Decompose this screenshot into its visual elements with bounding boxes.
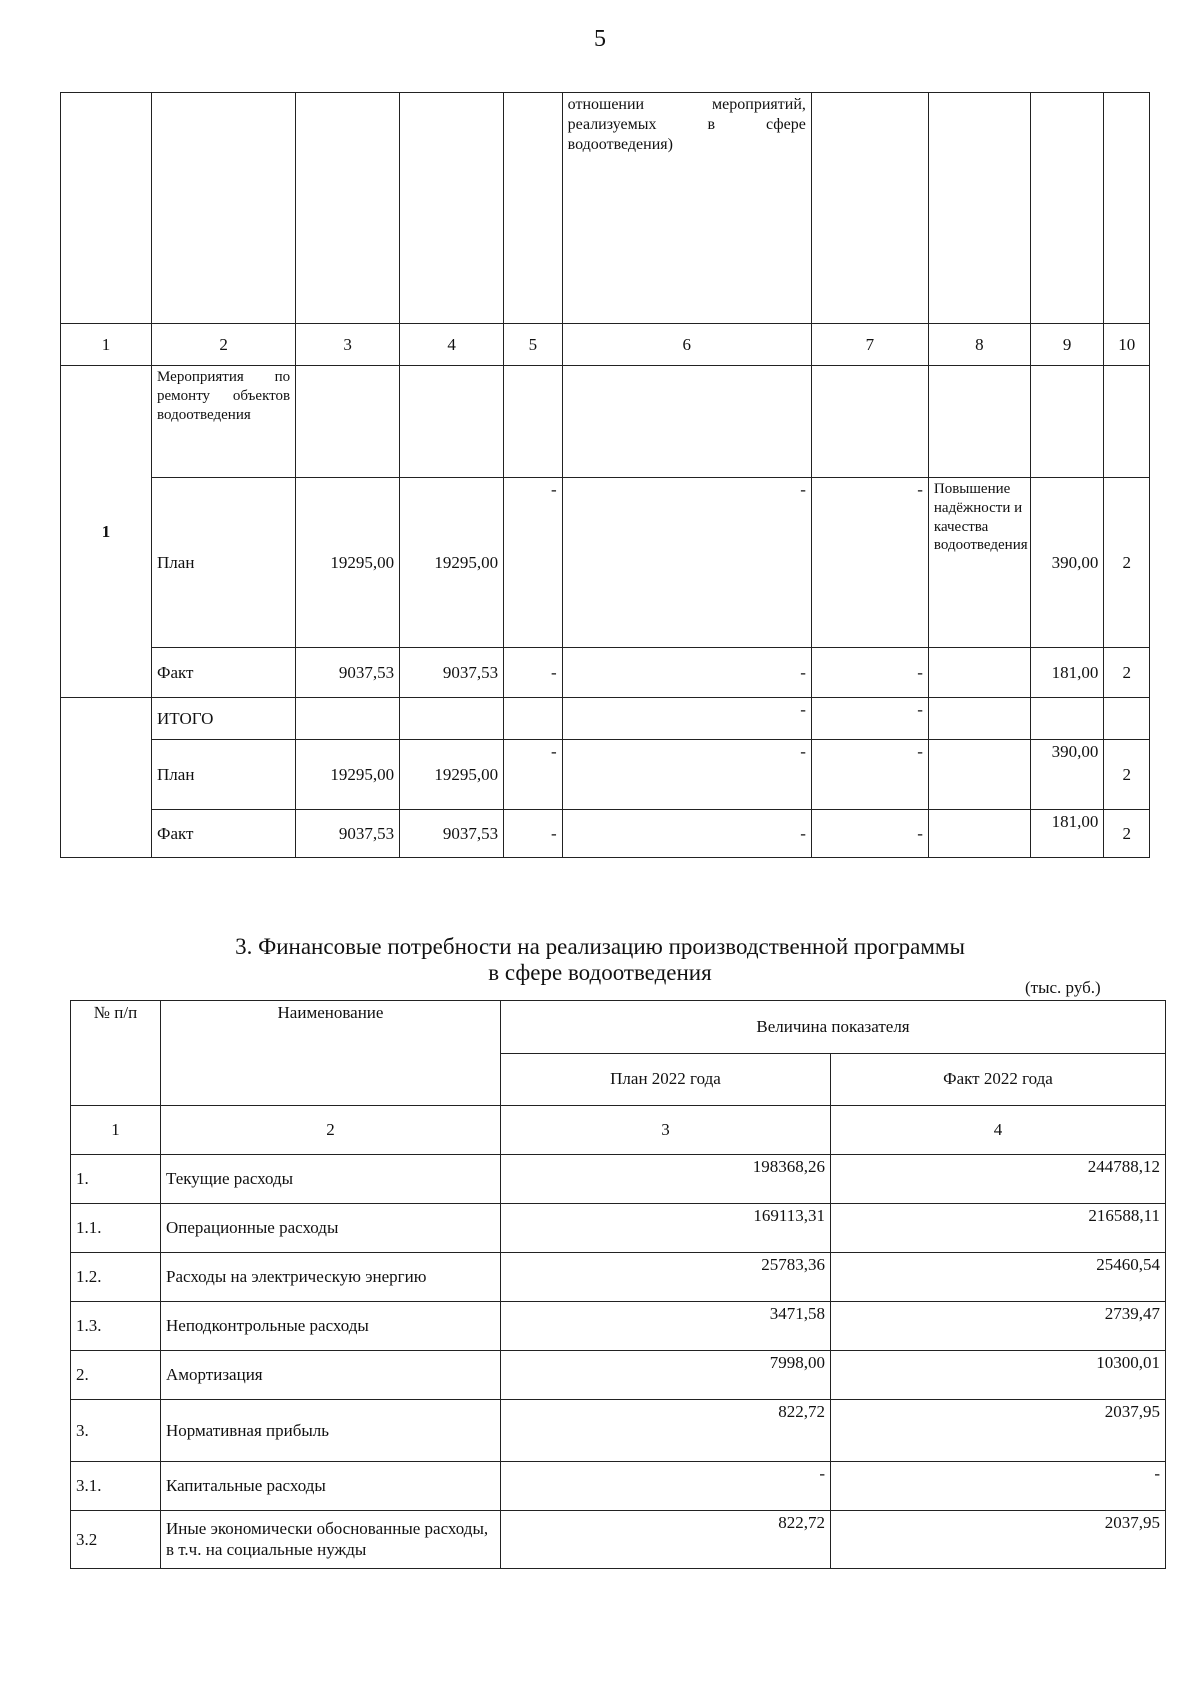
cell-c8: Повышение надёжности и качества водоотведения <box>928 478 1030 648</box>
row-fact: 2739,47 <box>831 1302 1166 1351</box>
group1-name-row <box>61 366 1150 478</box>
table-row <box>71 1204 1166 1253</box>
row-fact: 216588,11 <box>831 1204 1166 1253</box>
cell-c3: 9037,53 <box>296 648 400 698</box>
col-num: 4 <box>400 324 504 366</box>
row-num: 2. <box>71 1351 161 1400</box>
financial-needs-table <box>70 1000 1166 1569</box>
table-row <box>71 1462 1166 1511</box>
col-num: 2 <box>152 324 296 366</box>
cell-c4: 9037,53 <box>400 810 504 858</box>
cell-c3: 19295,00 <box>296 740 400 810</box>
header-name: Наименование <box>161 1001 501 1106</box>
cell-c4: 9037,53 <box>400 648 504 698</box>
cell-c7: - <box>811 698 928 740</box>
row-num: 3.2 <box>71 1511 161 1569</box>
cell-c6: - <box>562 740 811 810</box>
column-number-row <box>61 324 1150 366</box>
cell-c8 <box>928 648 1030 698</box>
row-fact: 244788,12 <box>831 1155 1166 1204</box>
total-plan-row <box>61 740 1150 810</box>
row-fact: - <box>831 1462 1166 1511</box>
col-num: 5 <box>504 324 563 366</box>
table-row <box>71 1351 1166 1400</box>
group1-fact-row <box>61 648 1150 698</box>
units-label: (тыс. руб.) <box>1025 978 1101 997</box>
row-num: 1. <box>71 1155 161 1204</box>
total-label: ИТОГО <box>152 698 296 740</box>
row-fact: 10300,01 <box>831 1351 1166 1400</box>
col-num: 4 <box>831 1106 1166 1155</box>
table-row <box>71 1253 1166 1302</box>
row-plan: 7998,00 <box>501 1351 831 1400</box>
total-fact-row <box>61 810 1150 858</box>
row-name: Расходы на электрическую энергию <box>161 1253 501 1302</box>
row-num: 1.2. <box>71 1253 161 1302</box>
row-num: 1.3. <box>71 1302 161 1351</box>
col-num: 8 <box>928 324 1030 366</box>
row-name: Капитальные расходы <box>161 1462 501 1511</box>
row-fact: 25460,54 <box>831 1253 1166 1302</box>
cell-c5: - <box>504 810 563 858</box>
cell-c10: 2 <box>1104 478 1150 648</box>
col-num: 7 <box>811 324 928 366</box>
header-num: № п/п <box>71 1001 161 1106</box>
table-row <box>71 1511 1166 1569</box>
row-num: 1.1. <box>71 1204 161 1253</box>
cell-c5: - <box>504 740 563 810</box>
cell-c5: - <box>504 478 563 648</box>
cell-c7: - <box>811 740 928 810</box>
cell-c3: 19295,00 <box>296 478 400 648</box>
cell-c9: 390,00 <box>1030 740 1104 810</box>
cell-c6: - <box>562 478 811 648</box>
row-name: Амортизация <box>161 1351 501 1400</box>
group1-plan-row <box>61 478 1150 648</box>
col-num: 9 <box>1030 324 1104 366</box>
total-label-row <box>61 698 1150 740</box>
table-row <box>71 1400 1166 1462</box>
row-plan: 169113,31 <box>501 1204 831 1253</box>
row-plan: 25783,36 <box>501 1253 831 1302</box>
row-label: План <box>152 478 296 648</box>
row-label: Факт <box>152 810 296 858</box>
cell-c5: - <box>504 648 563 698</box>
row-num: 3. <box>71 1400 161 1462</box>
table-row <box>71 1155 1166 1204</box>
row-num: 3.1. <box>71 1462 161 1511</box>
cell-c10: 2 <box>1104 810 1150 858</box>
col-num: 3 <box>296 324 400 366</box>
row-name: Операционные расходы <box>161 1204 501 1253</box>
column-number-row <box>71 1106 1166 1155</box>
cell-c10: 2 <box>1104 740 1150 810</box>
row-plan: 3471,58 <box>501 1302 831 1351</box>
continuation-text: отношении мероприятий, реализуемых в сфере водоотведения) <box>562 93 811 324</box>
header-row <box>71 1001 1166 1054</box>
cell-c3: 9037,53 <box>296 810 400 858</box>
cell-c7: - <box>811 478 928 648</box>
cell-c7: - <box>811 810 928 858</box>
header-group: Величина показателя <box>501 1001 1166 1054</box>
row-name: Неподконтрольные расходы <box>161 1302 501 1351</box>
section-title-line1: 3. Финансовые потребности на реализацию производственной программы <box>235 934 965 959</box>
page-number: 5 <box>594 26 606 52</box>
group1-num: 1 <box>61 366 152 698</box>
cell-c4: 19295,00 <box>400 740 504 810</box>
cell-c9: 390,00 <box>1030 478 1104 648</box>
cell-c6: - <box>562 810 811 858</box>
section-title-line2: в сфере водоотведения <box>488 960 712 985</box>
cell-c6: - <box>562 648 811 698</box>
row-plan: 822,72 <box>501 1511 831 1569</box>
col-num: 1 <box>61 324 152 366</box>
header-fact: Факт 2022 года <box>831 1053 1166 1106</box>
continuation-row <box>61 93 1150 324</box>
row-plan: - <box>501 1462 831 1511</box>
header-plan: План 2022 года <box>501 1053 831 1106</box>
row-plan: 822,72 <box>501 1400 831 1462</box>
row-name: Нормативная прибыль <box>161 1400 501 1462</box>
cell-c7: - <box>811 648 928 698</box>
row-fact: 2037,95 <box>831 1400 1166 1462</box>
row-name: Текущие расходы <box>161 1155 501 1204</box>
col-num: 1 <box>71 1106 161 1155</box>
col-num: 3 <box>501 1106 831 1155</box>
col-num: 10 <box>1104 324 1150 366</box>
row-label: План <box>152 740 296 810</box>
row-fact: 2037,95 <box>831 1511 1166 1569</box>
activities-table <box>60 92 1150 858</box>
cell-c6: - <box>562 698 811 740</box>
cell-c10: 2 <box>1104 648 1150 698</box>
row-name: Иные экономически обоснованные расходы, в т.ч. на социальные нужды <box>161 1511 501 1569</box>
row-plan: 198368,26 <box>501 1155 831 1204</box>
col-num: 6 <box>562 324 811 366</box>
col-num: 2 <box>161 1106 501 1155</box>
cell-c9: 181,00 <box>1030 810 1104 858</box>
table-row <box>71 1302 1166 1351</box>
cell-c4: 19295,00 <box>400 478 504 648</box>
group1-name: Мероприятия по ремонту объектов водоотведения <box>152 366 296 478</box>
cell-c9: 181,00 <box>1030 648 1104 698</box>
row-label: Факт <box>152 648 296 698</box>
